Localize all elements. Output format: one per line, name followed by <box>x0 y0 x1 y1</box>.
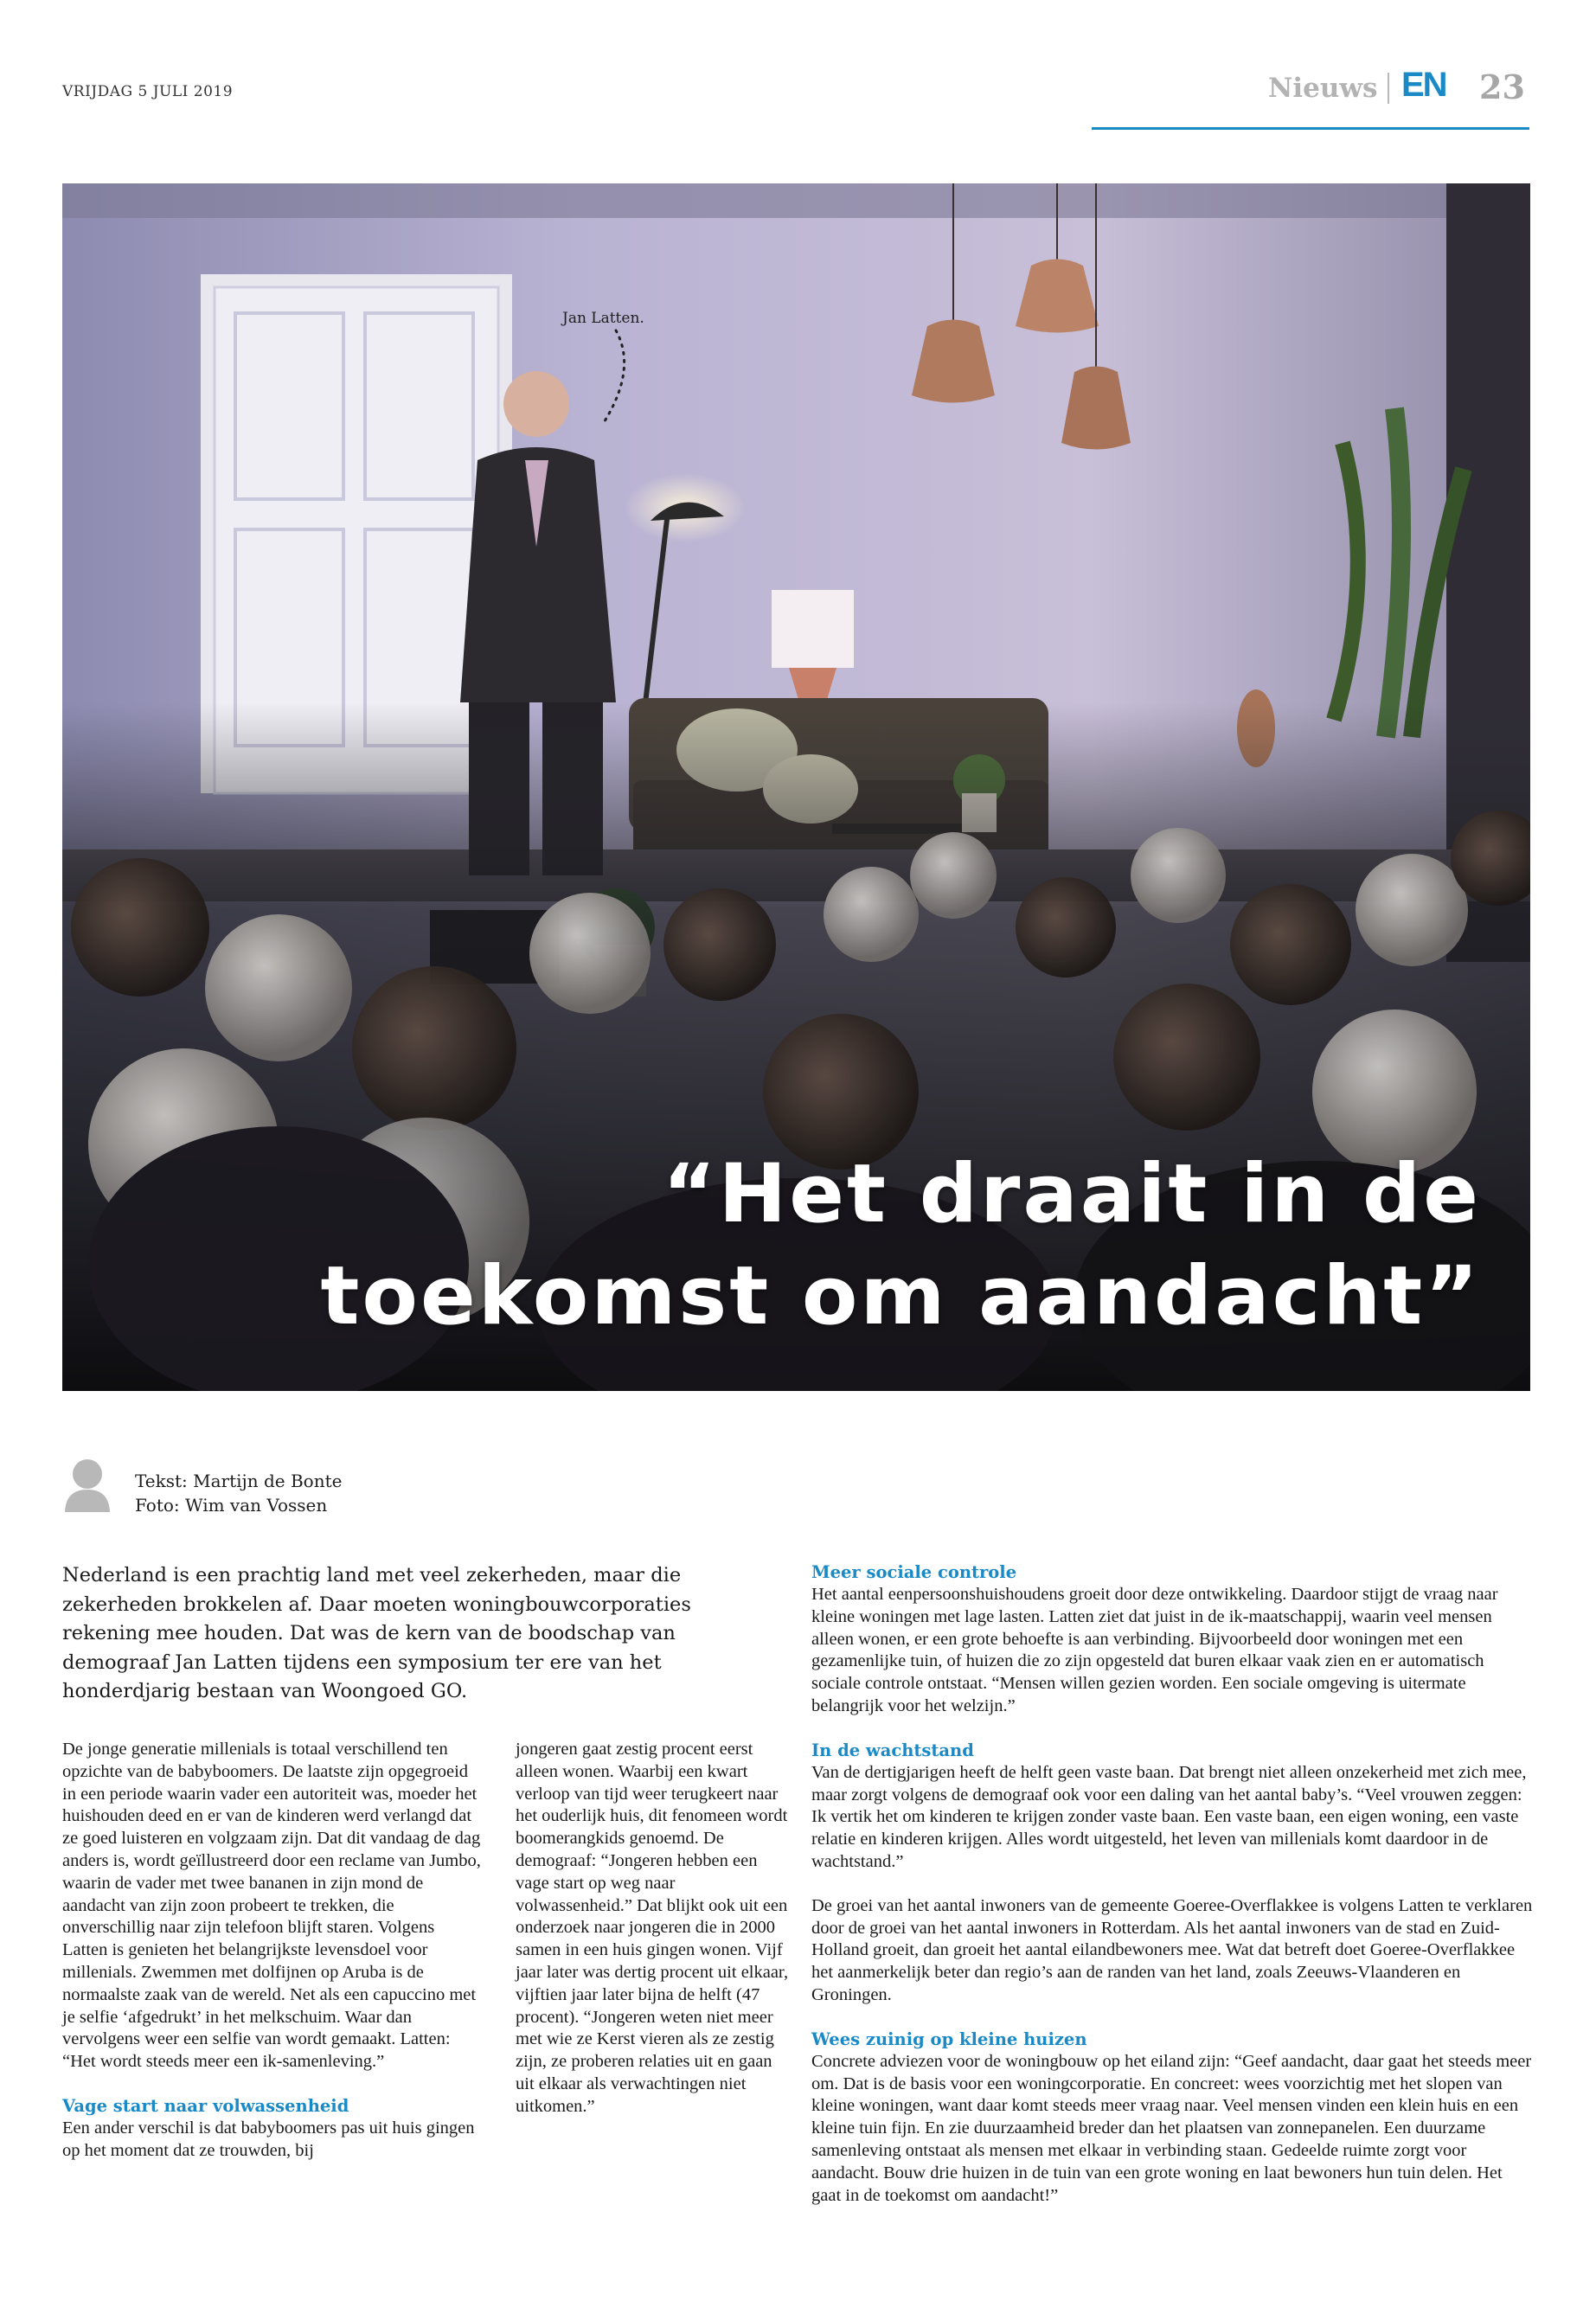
section-label: Nieuws <box>1268 73 1378 104</box>
article-column-2 <box>516 1739 791 2118</box>
body-paragraph: Concrete adviezen voor de woningbouw op het eiland zijn: “Geef aandacht, daar gaat het steeds meer om. Dat is de basis voor een woningcorporatie. En concreet: wees voorzichtig met het slopen van kleine woningen, want daar komt steeds meer vraag naar. Veel mensen vinden een klein huis en een kleine tuin fijn. En zie duurzaamheid breder dan het plaatsen van zonnepanelen. Een duurzame samenleving ontstaat als mensen met elkaar in verbinding staan. Gedeelde ruimte zorgt voor aandacht. Bouw drie huizen in de tuin van een grote woning en laat bewoners hun tuin delen. Het gaat in de toekomst om aandacht!” <box>811 2051 1532 2205</box>
headline <box>62 1144 1481 1348</box>
page-number: 23 <box>1479 67 1525 106</box>
headline-line-1: “Het draait in de <box>662 1147 1481 1241</box>
subheading: Meer sociale controle <box>811 1562 1017 1582</box>
body-paragraph: Het aantal eenpersoonshuishoudens groeit door deze ontwikkeling. Daardoor stijgt de vraag naar kleine woningen met lage lasten. Latten ziet dat juist in de ik-maatschappij, waarin veel mensen alleen wonen, er een grote behoefte is aan verbinding. Bijvoorbeeld door woningen met een gezamenlijke tuin, of huizen die zo zijn opgesteld dat buren elkaar vaak zien en er automatisch sociale controle ontstaat. “Mensen willen gezien worden. Een sociale omgeving is uitermate belangrijk voor het welzijn.” <box>811 1585 1498 1715</box>
body-paragraph: Een ander verschil is dat babyboomers pas uit huis gingen op het moment dat ze trouwden, bij <box>62 2118 475 2160</box>
body-paragraph: Van de dertigjarigen heeft de helft geen vaste baan. Dat brengt niet alleen onzekerheid met zich mee, maar zorgt volgens de demograaf ook voor een daling van het aantal baby’s. “Veel vrouwen zeggen: Ik vertik het om kinderen te krijgen zonder vaste baan. Een vaste baan, een eigen woning, een vaste relatie en kinderen krijgen. Alles wordt uitgesteld, het leven van millenials komt daardoor in de wachtstand.” <box>811 1762 1527 1871</box>
body-paragraph: De jonge generatie millenials is totaal verschillend ten opzichte van de babyboomers. De laatste zijn opgegroeid in een periode waarin vader een autoriteit was, moeder het huishouden deed en er van de kinderen werd verlangd dat ze goed luisteren en volgzaam zijn. Dat dit vandaag de dag anders is, wordt geïllustreerd door een reclame van Jumbo, waarin de vader met twee bananen in zijn mond de aandacht van zijn zoon probeert te trekken, die onverschillig naar zijn telefoon blijft staren. Volgens Latten is genieten het belangrijkste levensdoel voor millenials. Zwemmen met dolfijnen op Aruba is de normaalste zaak van de wereld. Net als een capuccino met je selfie ‘afgedrukt’ in het melkschuim. Waar dan vervolgens weer een selfie van wordt gemaakt. Latten: “Het wordt steeds meer een ik-samenleving.” <box>62 1740 481 2072</box>
headline-line-2: toekomst om aandacht” <box>320 1249 1481 1343</box>
body-paragraph: De groei van het aantal inwoners van de gemeente Goeree-Overflakkee is volgens Latten te verklaren door de groei van het aantal inwoners in Rotterdam. Als het aantal inwoners van de stad en Zuid-Holland groeit, dan groeit het aantal eilandbewoners mee. Wat dat betreft doet Goeree-Overflakkee het aanmerkelijk beter dan regio’s aan de randen van het land, zoals Zeeuws-Vlaanderen en Groningen. <box>811 1895 1533 2004</box>
issue-date: VRIJDAG 5 JULI 2019 <box>62 83 234 100</box>
article-column-1 <box>62 1739 483 2163</box>
header-rule <box>1092 127 1529 130</box>
person-silhouette-icon <box>62 1457 112 1512</box>
hero-photo <box>62 183 1530 1391</box>
header-divider <box>1388 73 1389 104</box>
author-credit: Tekst: Martijn de Bonte <box>135 1471 343 1491</box>
body-paragraph: jongeren gaat zestig procent eerst alleen wonen. Waarbij een kwart verloop van tijd weer terugkeert naar het ouderlijk huis, dit fenomeen wordt boomerangkids genoemd. De demograaf: “Jongeren hebben een vage start op weg naar volwassenheid.” Dat blijkt ook uit een onderzoek naar jongeren die in 2000 samen in een huis gingen wonen. Vijf jaar later was dertig procent uit elkaar, vijftien jaar later bijna de helft (47 procent). “Jongeren weten niet meer met wie ze Kerst vieren als ze zestig zijn, ze proberen relaties uit en gaan uit elkaar als verwachtingen niet uitkomen.” <box>516 1740 789 2116</box>
brand-logo: EN <box>1401 66 1446 104</box>
article-column-3 <box>811 1561 1533 2207</box>
intro-paragraph: Nederland is een prachtig land met veel zekerheden, maar die zekerheden brokkelen af. Daar moeten woningbouwcorporaties rekening mee houden. Dat was de kern van de boodschap van demograaf Jan Latten tijdens een symposium ter ere van het honderdjarig bestaan van Woongoed GO. <box>62 1564 691 1702</box>
subheading: In de wachtstand <box>811 1740 974 1760</box>
photo-caption: Jan Latten. <box>562 310 644 327</box>
subheading: Vage start naar volwassenheid <box>62 2095 349 2116</box>
photo-credit: Foto: Wim van Vossen <box>135 1495 328 1516</box>
subheading: Wees zuinig op kleine huizen <box>811 2029 1087 2049</box>
